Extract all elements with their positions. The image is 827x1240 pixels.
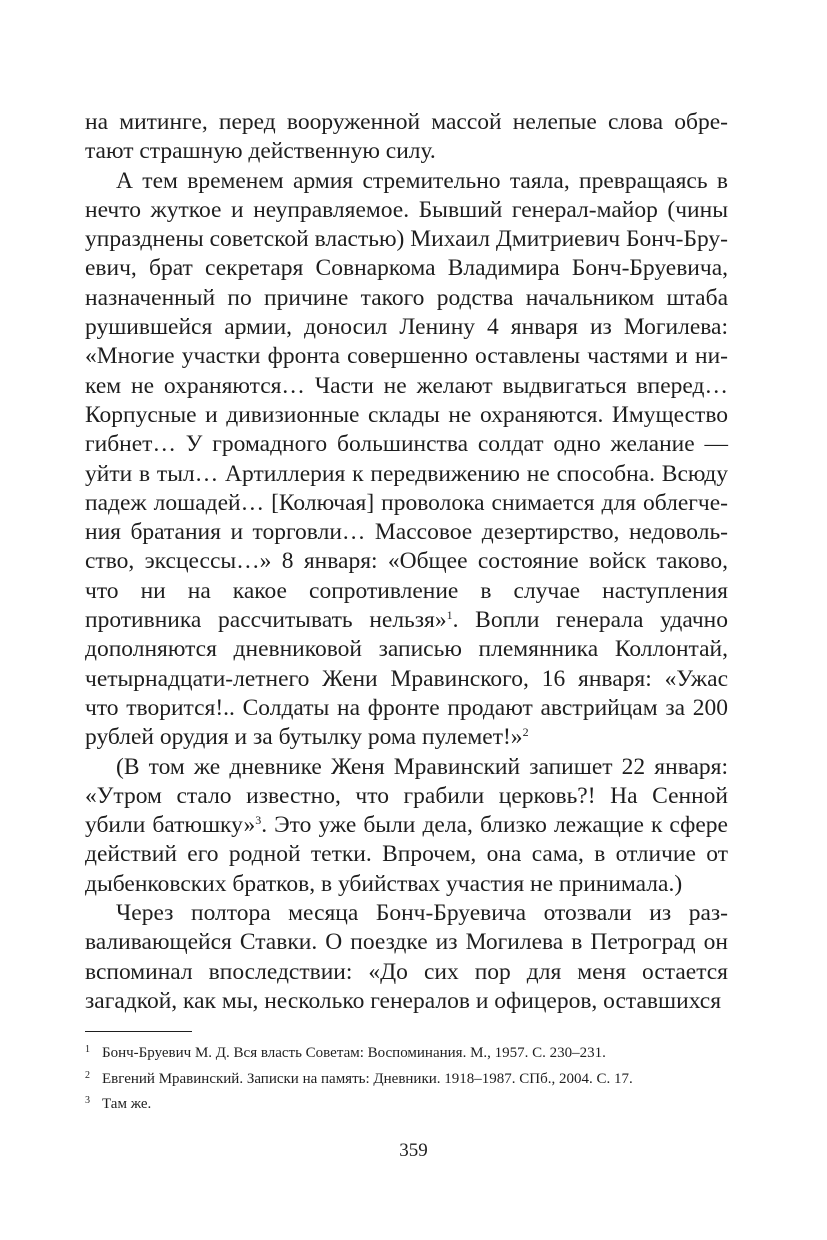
footnote-number: 3	[85, 1095, 90, 1106]
footnote-text: Бонч-Бруевич М. Д. Вся власть Советам: Воспоминания. М., 1957. С. 230–231.	[102, 1045, 606, 1061]
text-run: . Вопли генерала удачно дополняются дневниковой записью племянника Коллонтай, четырнадцати-летнего Жени Мравинского, 16 января: «Ужас что творится!.. Солдаты на фронте продают австрийцам за 200 рублей орудия и за бутылку рома пулемет!»	[85, 607, 728, 751]
paragraph-p2	[85, 167, 728, 753]
paragraph-p4	[85, 899, 728, 1016]
footnote-number: 2	[85, 1069, 90, 1081]
text-run: (В том же дневнике Женя Мравинский запишет 22 января: «Утром стало известно, что грабили церковь?! На Сенной убили батюшку»	[85, 753, 728, 839]
text-run: А тем временем армия стремительно таяла, превращаясь в нечто жуткое и неуправляемое. Бывший генерал-майор (чины упразднены советской властью) Михаил Дмитриевич Бонч-Бру-евич, брат секретаря Совнаркома Владимира Бонч-Бруевича, назначенный по причине такого родства начальником штаба рушившейся армии, доносил Ленину 4 января из Могилева: «Многие участки фронта совершенно оставлены частями и ни-кем не охраняются… Части не желают выдвигаться вперед… Корпусные и дивизионные склады не охраняются. Имущество гибнет… У громадного большинства солдат одно желание — уйти в тыл… Артиллерия к передвижению не способна. Всюду падеж лошадей… [Колючая] проволока снимается для облегче-ния братания и торговли… Массовое дезертирство, недоволь-ство, эксцессы…» 8 января: «Общее состояние войск таково, что ни на какое сопротивление в случае наступления противника рассчитывать нельзя»	[85, 167, 728, 634]
footnote-1	[85, 1041, 728, 1067]
paragraph-p3	[85, 753, 728, 899]
footnote-number: 1	[85, 1044, 90, 1055]
footnote-text: Там же.	[102, 1096, 152, 1112]
footnote-2	[85, 1067, 728, 1093]
footnote-ref[interactable]: 2	[522, 725, 529, 740]
paragraph-p1	[85, 108, 728, 167]
text-run: Через полтора месяца Бонч-Бруевича отозвали из раз-валивающейся Ставки. О поездке из Могилева в Петроград он вспоминал впоследствии: «До сих пор для меня остается загадкой, как мы, несколько генералов и офицеров, оставшихся	[85, 900, 728, 1014]
footnote-ref[interactable]: 3	[255, 813, 262, 828]
text-run: на митинге, перед вооруженной массой нелепые слова обре-тают страшную действенную силу.	[85, 109, 728, 165]
footnote-ref[interactable]: 1	[446, 608, 453, 623]
footnote-text: Евгений Мравинский. Записки на память: Дневники. 1918–1987. СПб., 2004. С. 17.	[102, 1070, 633, 1087]
main-text	[85, 108, 728, 1016]
page-number: 359	[399, 1140, 428, 1161]
footnote-3	[85, 1092, 728, 1118]
footnotes	[85, 1041, 728, 1118]
footnote-separator	[85, 1031, 192, 1032]
text-run: . Это уже были дела, близко лежащие к сфере действий его родной тетки. Впрочем, она сама, в отличие от дыбенковских братков, в убийствах участия не принимала.)	[85, 812, 728, 897]
